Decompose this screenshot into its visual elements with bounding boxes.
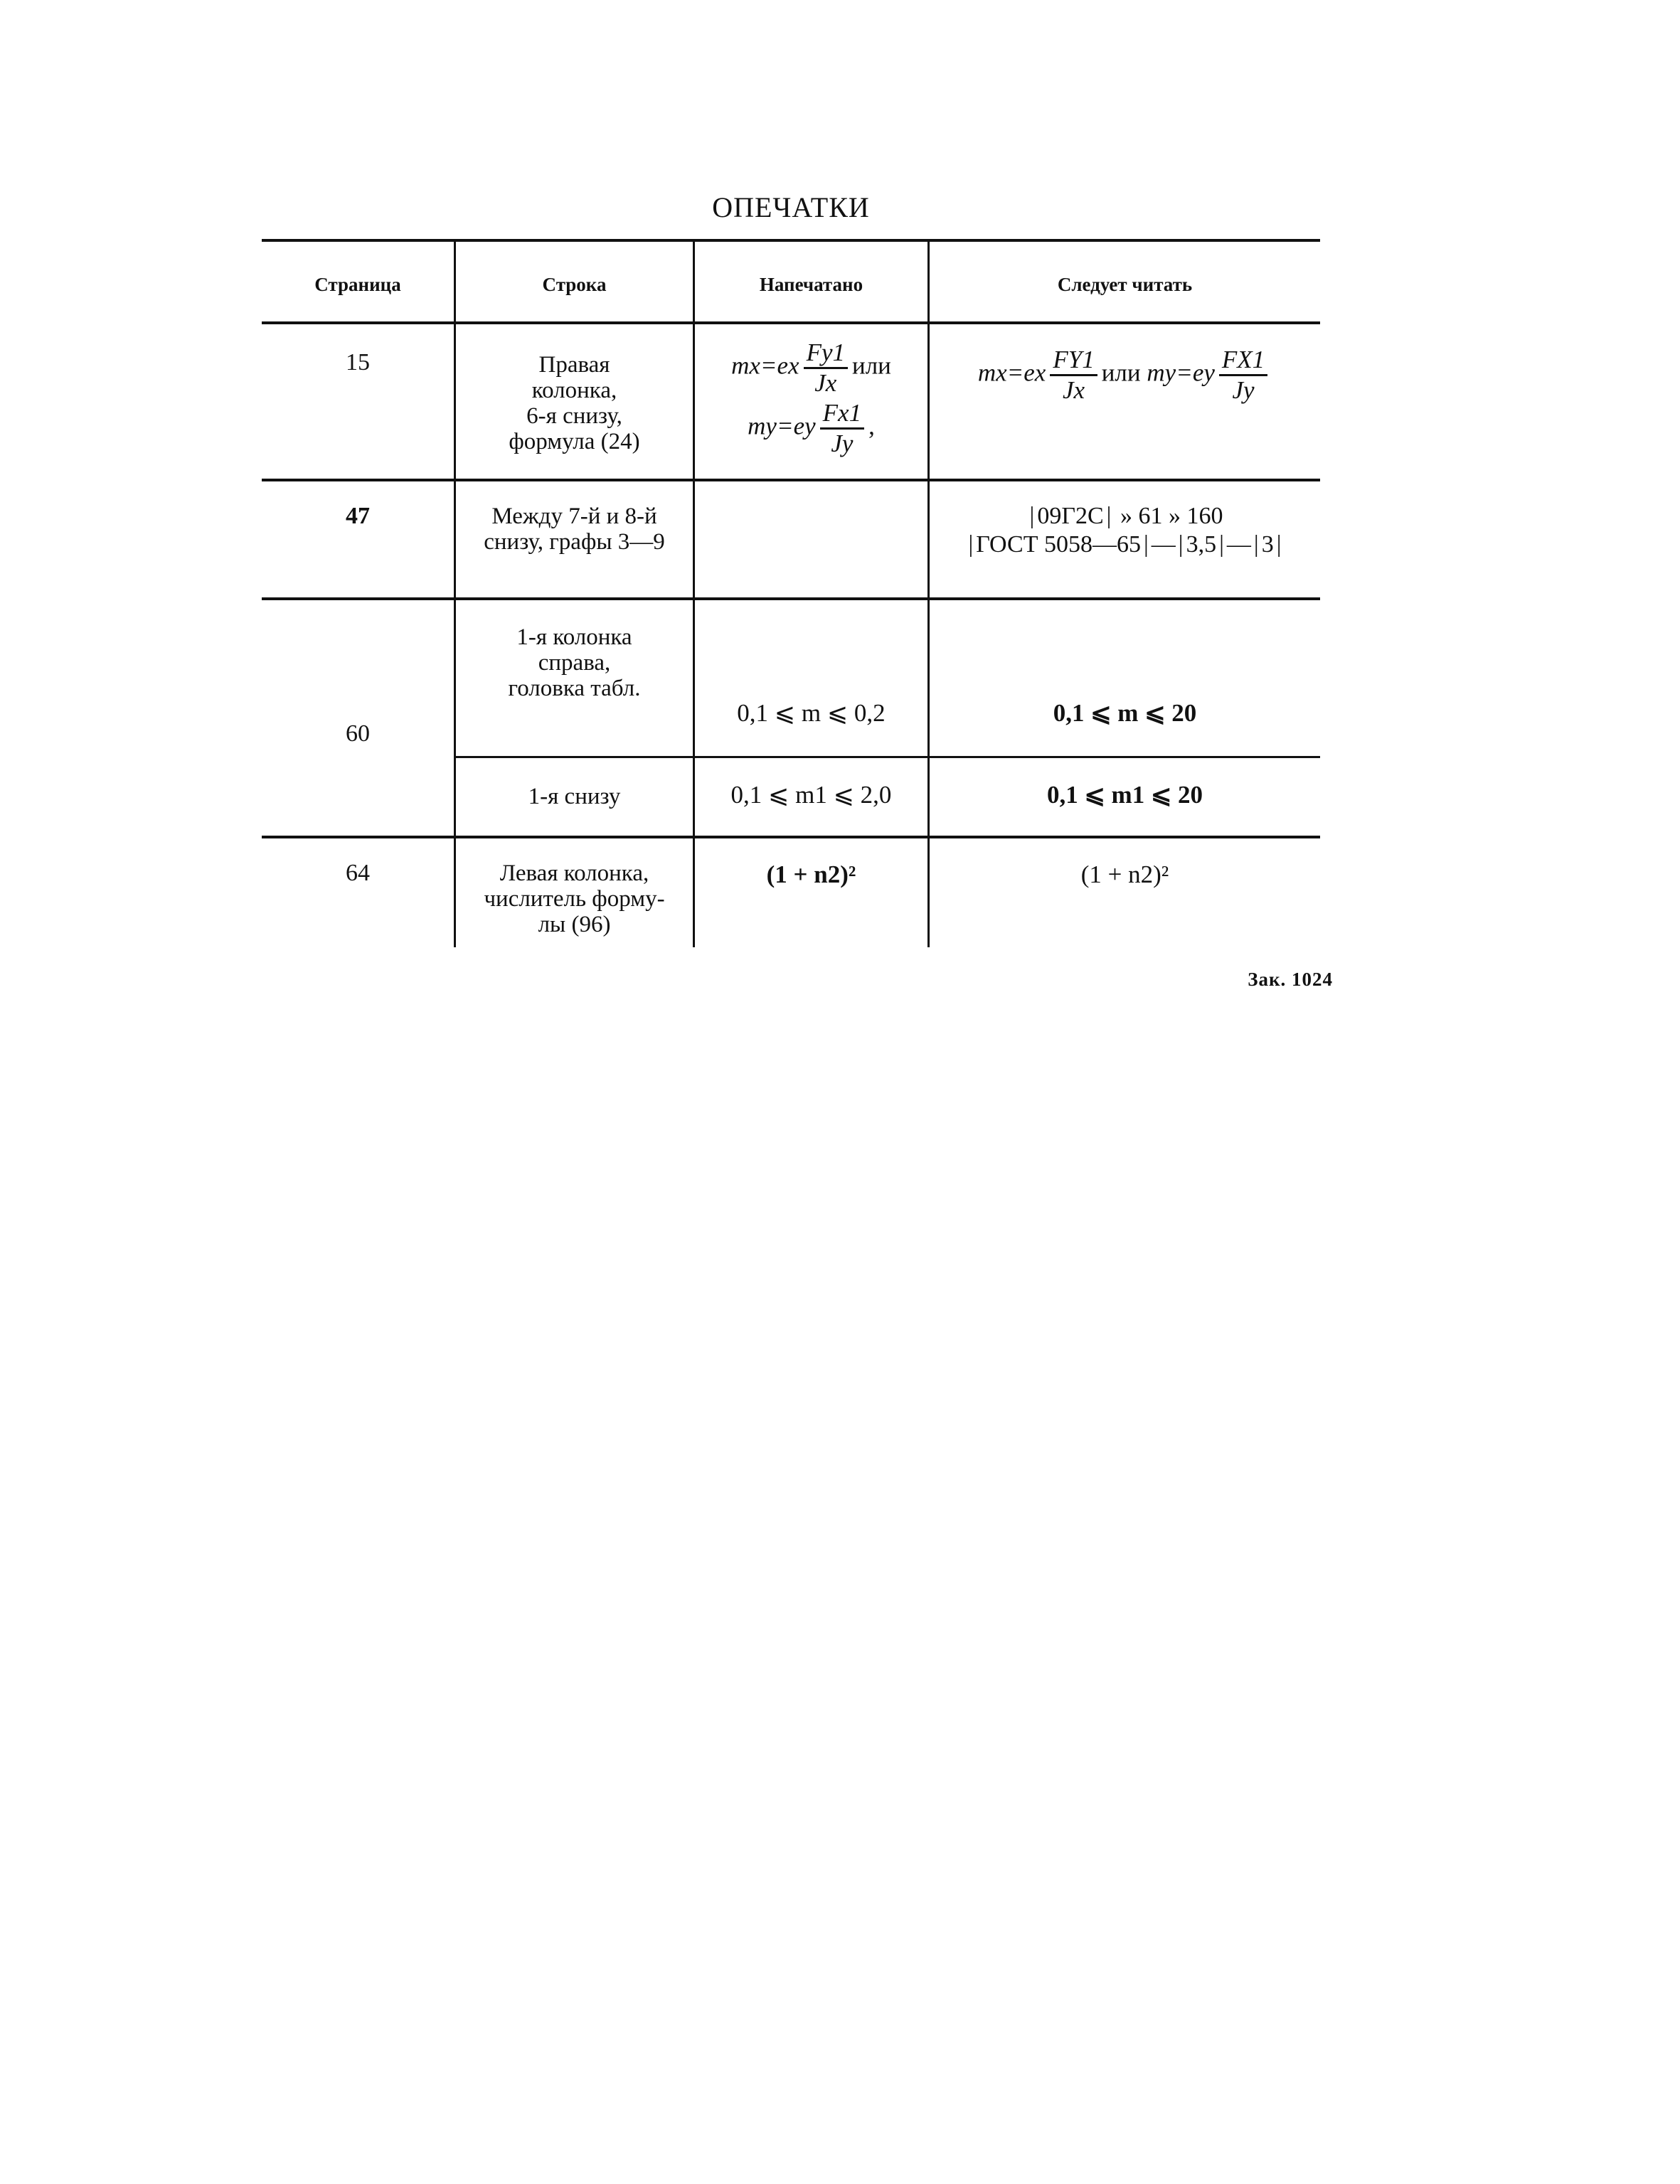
fraction-numerator: FX1 (1219, 347, 1267, 376)
line-text: 1-я колонка (516, 624, 632, 650)
row-64-page: 64 (346, 860, 370, 886)
table-top-rule (262, 239, 1320, 242)
line-text: 6-я снизу, (526, 403, 622, 429)
page-title: ОПЕЧАТКИ (712, 191, 870, 223)
row-47-bottom-rule (262, 597, 1320, 600)
header-printed: Напечатано (759, 274, 863, 295)
row-15-printed (695, 340, 927, 457)
col-divider-1 (454, 242, 456, 947)
value: 3 (1261, 531, 1274, 558)
value: 09Г2С (1037, 503, 1104, 529)
line-text: Между 7-й и 8-й (491, 504, 657, 529)
fraction-denominator: Jy (1232, 376, 1255, 404)
formula-lhs: mx=ex (731, 351, 799, 380)
row-15-should-read (930, 347, 1320, 403)
row-60b-printed: 0,1 ⩽ m1 ⩽ 2,0 (730, 781, 892, 809)
line-text: лы (96) (538, 912, 611, 937)
fraction-numerator: FY1 (1050, 347, 1097, 376)
line-text: снизу, графы 3—9 (484, 529, 665, 555)
value: 3,5 (1186, 531, 1217, 558)
value: — (1151, 531, 1176, 558)
row-47-page: 47 (346, 503, 370, 529)
formula-lhs: my=ey (1147, 358, 1215, 387)
row-15-page: 15 (346, 349, 370, 375)
line-text: Правая (538, 352, 610, 378)
fraction-denominator: Jy (831, 430, 854, 457)
line-text: числитель форму- (484, 886, 665, 912)
line-text: формула (24) (509, 429, 640, 454)
row-60b-line: 1-я снизу (528, 784, 621, 809)
should-read-line-1: | 09Г2С | » 61 » 160 (1029, 503, 1223, 529)
row-60b-should-read: 0,1 ⩽ m1 ⩽ 20 (1046, 781, 1203, 809)
fraction-numerator: Fy1 (804, 340, 848, 369)
row-64-printed: (1 + n2)² (766, 861, 856, 888)
row-64-line (456, 861, 693, 937)
header-page: Страница (314, 274, 401, 295)
line-text: справа, (538, 650, 611, 676)
row-64-should-read: (1 + n2)² (1080, 861, 1169, 888)
formula-lhs: my=ey (748, 412, 816, 440)
row-60-bottom-rule (262, 836, 1320, 838)
fraction-denominator: Jx (1062, 376, 1085, 404)
value: — (1226, 531, 1251, 558)
formula-fraction (1219, 347, 1267, 403)
fraction-denominator: Jx (814, 369, 837, 397)
row-60a-should-read: 0,1 ⩽ m ⩽ 20 (1053, 699, 1197, 727)
line-text: колонка, (531, 378, 617, 403)
value: » 61 » 160 (1120, 503, 1223, 529)
header-should-read: Следует читать (1057, 274, 1193, 295)
order-number: Зак. 1024 (1248, 969, 1333, 990)
fraction-numerator: Fx1 (820, 400, 864, 430)
line-text: головка табл. (508, 676, 641, 701)
formula-tail: или (851, 351, 891, 380)
row-60a-printed: 0,1 ⩽ m ⩽ 0,2 (737, 699, 886, 727)
row-15-bottom-rule (262, 479, 1320, 481)
line-text: Левая колонка, (499, 861, 649, 886)
header-line: Строка (542, 274, 607, 295)
should-read-line-2: | ГОСТ 5058—65 | — | 3,5 | — | 3 | (968, 531, 1282, 558)
formula-fraction (820, 400, 864, 457)
header-bottom-rule (262, 321, 1320, 324)
row-47-line (456, 504, 693, 555)
printed-formula-2 (695, 400, 927, 457)
value: ГОСТ 5058—65 (976, 531, 1141, 558)
row-60-inner-rule (455, 756, 1320, 758)
formula-tail: , (868, 412, 875, 440)
printed-formula-1 (695, 340, 927, 396)
formula-lhs: mx=ex (977, 358, 1046, 387)
row-47-should-read (930, 502, 1320, 559)
row-60a-line (456, 624, 693, 701)
formula-fraction (804, 340, 848, 396)
formula-mid: или (1101, 358, 1141, 387)
formula-fraction (1050, 347, 1097, 403)
row-15-line (456, 352, 693, 454)
row-60-page: 60 (346, 720, 370, 747)
